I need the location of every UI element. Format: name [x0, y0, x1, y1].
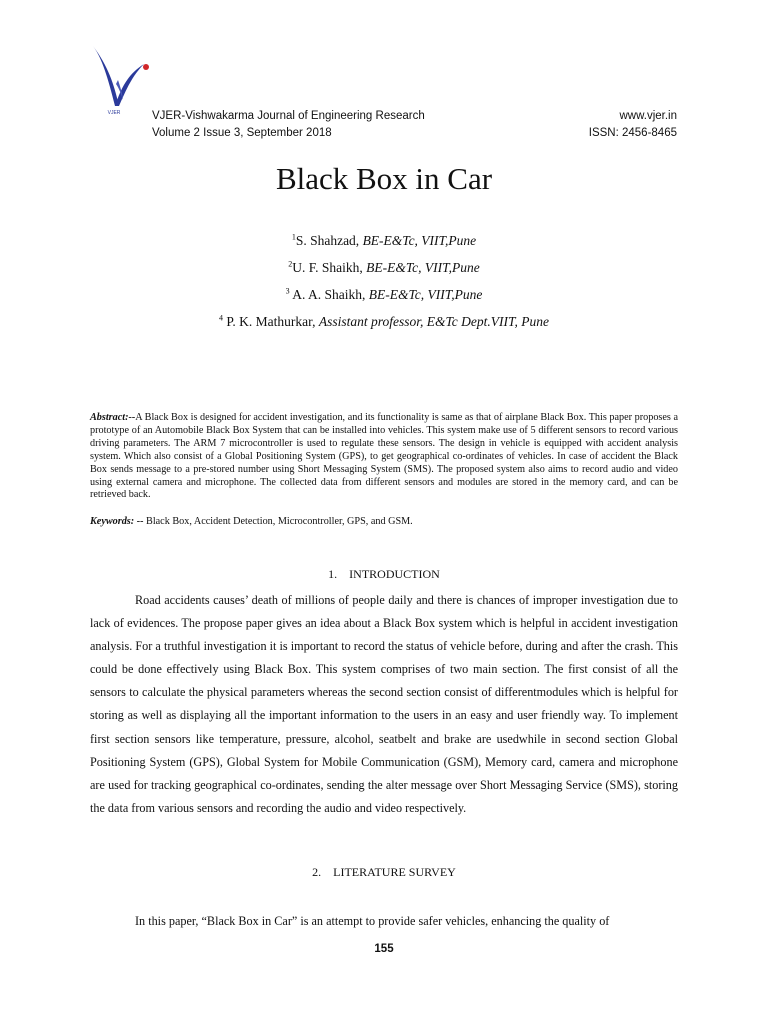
page-number: 155	[374, 943, 394, 955]
journal-website[interactable]: www.vjer.in	[619, 110, 677, 122]
journal-name: VJER-Vishwakarma Journal of Engineering Research	[152, 110, 425, 122]
author-superscript: 1	[291, 232, 296, 242]
author-affiliation: BE-E&Tc, VIIT,Pune	[368, 287, 483, 302]
abstract-text: A Black Box is designed for accident investigation, and its functionality is same as that of airplane Black Box. This paper proposes a prototype of an Automobile Black Box System that can be installed into vehicles. This system make use of 5 different sensors to record various driving parameters. The ARM 7 microcontroller is used to regulate these sensors. The design in vehicle is equipped with accident analysis system. Which also consist of a Global Positioning System (GPS), to get geographical co-ordinates of vehicles. In case of accident the Black Box sends message to a pre-stored number using Short Messaging System (SMS). The proposed system also aims to record audio and video using external camera and microphone. The collected data from different sensors and modules are stored in the memory card, and can be retrieved back.	[90, 412, 678, 501]
author-line	[0, 313, 768, 331]
section-title: INTRODUCTION	[349, 567, 440, 581]
author-line	[0, 259, 768, 277]
abstract-label: Abstract:--	[90, 412, 136, 423]
author-superscript: 2	[288, 259, 293, 269]
introduction-paragraph	[90, 589, 678, 820]
paragraph-text: Road accidents causes’ death of millions of people daily and there is chances of improper investigation due to lack of evidences. The propose paper gives an idea about a Black Box system which is helpful in accident investigation analysis. For a truthful investigation it is important to record the status of vehicle before, during and after the crash. This could be done effectively using Black Box. This system comprises of two main section. The first consist of all the sensors to calculate the physical parameters whereas the second section consist of differentmodules which is helpful for storing as well as displaying all the important information to the users in an easy and user friendly way. To implement first section sensors like temperature, pressure, alcohol, seatbelt and brake are usedwhile in second section Global Positioning System (GPS), Global System for Mobile Communication (GSM), Memory card, camera and microphone are used for tracking geographical co-ordinates, sending the alter message over Short Messaging Service (SMS), storing the data from various sensors and recording the audio and video respectively.	[90, 593, 678, 815]
keywords-label: Keywords: --	[90, 516, 144, 527]
section-heading-literature-survey	[0, 864, 768, 880]
author-name: S. Shahzad,	[295, 233, 363, 248]
author-affiliation: BE-E&Tc, VIIT,Pune	[366, 260, 480, 275]
section-title: LITERATURE SURVEY	[333, 865, 456, 879]
journal-volume: Volume 2 Issue 3, September 2018	[152, 127, 332, 139]
keywords	[90, 515, 678, 528]
author-superscript: 4	[219, 313, 224, 323]
journal-header	[152, 108, 425, 142]
author-line	[0, 286, 768, 304]
section-number: 1.	[328, 567, 338, 581]
author-superscript: 3	[285, 286, 290, 296]
literature-survey-paragraph	[90, 910, 678, 933]
section-number: 2.	[312, 865, 322, 879]
logo-text: VJER	[107, 110, 121, 116]
author-affiliation: BE-E&Tc, VIIT,Pune	[362, 233, 477, 248]
journal-issn: ISSN: 2456-8465	[588, 127, 677, 139]
journal-meta	[589, 108, 677, 142]
author-name: P. K. Mathurkar,	[223, 314, 319, 329]
paragraph-text: In this paper, “Black Box in Car” is an attempt to provide safer vehicles, enhancing the quality of	[135, 914, 610, 928]
paper-title: Black Box in Car	[275, 161, 493, 196]
journal-logo	[88, 40, 152, 122]
section-heading-introduction	[0, 566, 768, 582]
author-line	[0, 232, 768, 250]
abstract	[90, 412, 678, 502]
keywords-text: Black Box, Accident Detection, Microcontroller, GPS, and GSM.	[143, 516, 413, 527]
author-name: U. F. Shaikh,	[292, 260, 367, 275]
author-name: A. A. Shaikh,	[289, 287, 369, 302]
author-affiliation: Assistant professor, E&Tc Dept.VIIT, Pune	[318, 314, 549, 329]
